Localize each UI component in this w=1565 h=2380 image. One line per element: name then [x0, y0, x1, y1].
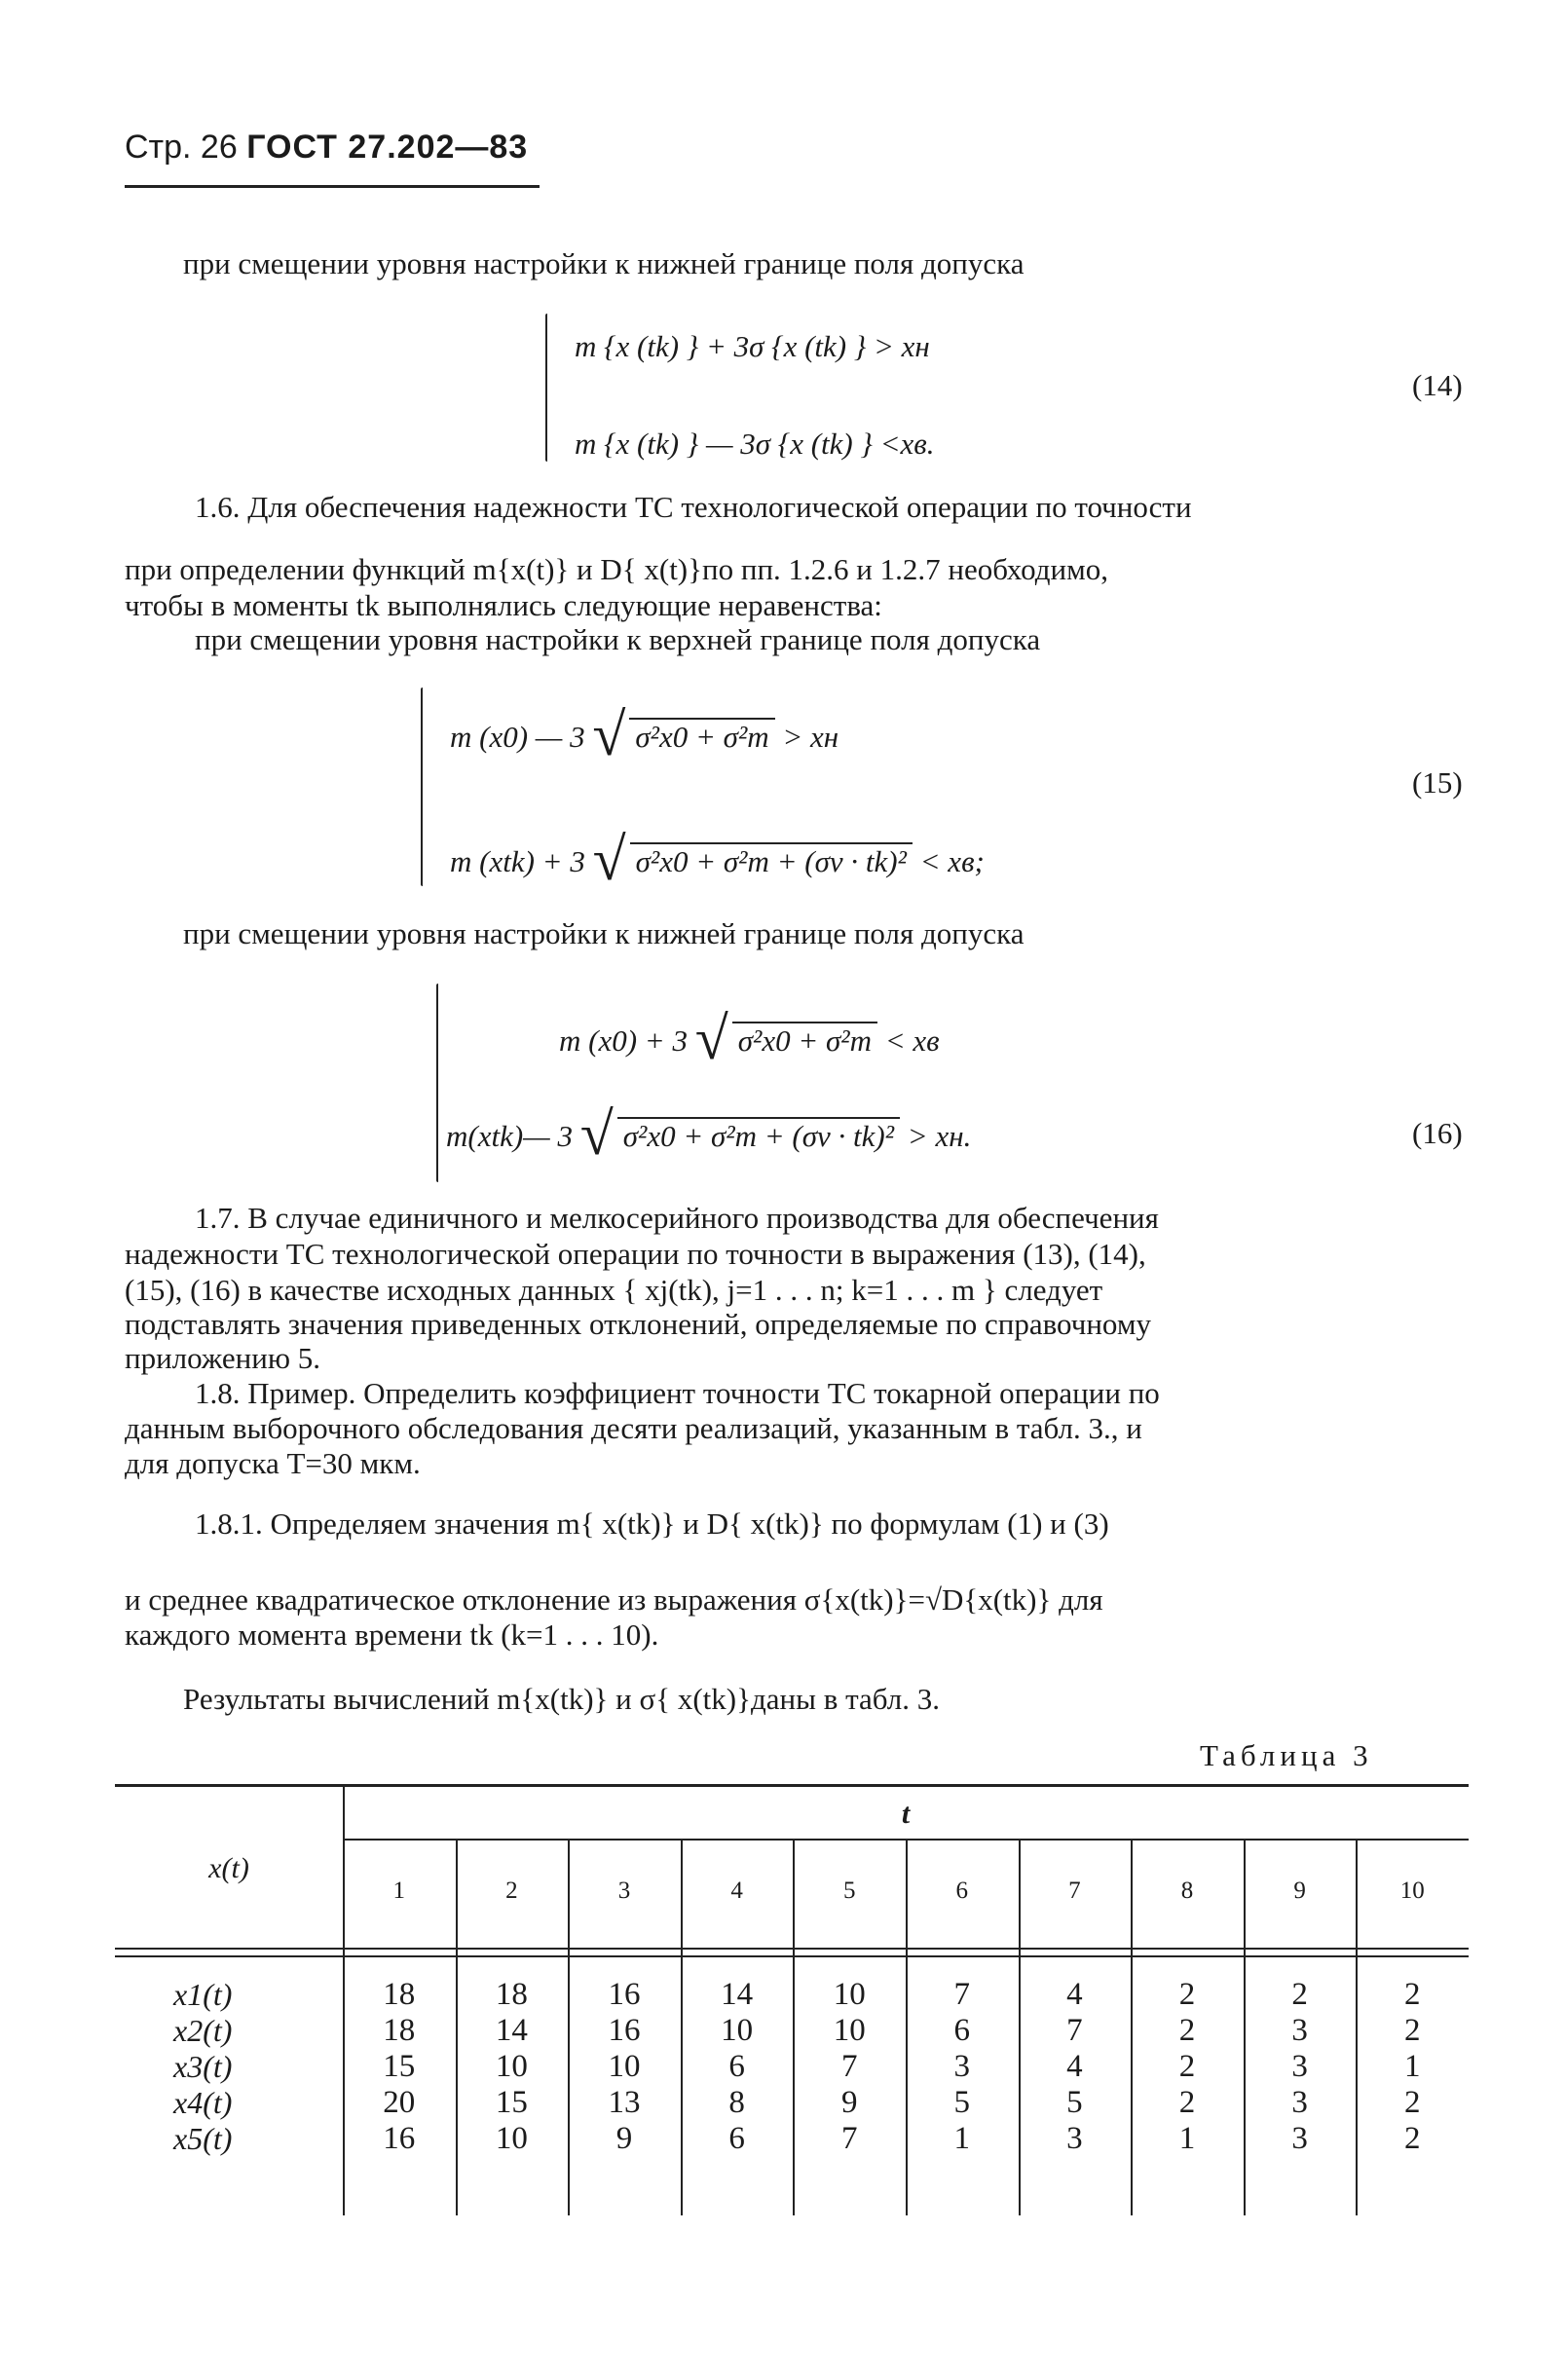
- table-cell: 18: [383, 1977, 416, 2012]
- table-cell: 7: [1066, 2013, 1083, 2048]
- table-group-header: t: [901, 1798, 911, 1830]
- table-cell: 4: [1066, 1977, 1083, 2012]
- sqrt-sign: √: [694, 1006, 728, 1072]
- table-cell: 3: [1291, 2121, 1308, 2156]
- sqrt-sign: √: [592, 827, 626, 893]
- table-cell: 3: [1066, 2121, 1083, 2156]
- eq15-line-a: [450, 701, 838, 770]
- eq15-brace: [421, 688, 423, 886]
- table-column-line: [456, 1841, 458, 2215]
- para-1-6-line-3: чтобы в моменты tk выполнялись следующие неравенства:: [125, 588, 882, 622]
- table-cell: 2: [1178, 1977, 1196, 2012]
- table-column-header: 8: [1180, 1878, 1194, 1904]
- table-row-label: x1(t): [173, 1977, 233, 2012]
- table-header-rule: [115, 1948, 1469, 1957]
- eq14-number: (14): [1412, 368, 1463, 402]
- table-cell: 10: [833, 2013, 866, 2048]
- table-cell: 18: [495, 1977, 528, 2012]
- eq16-b-right: > xн.: [907, 1119, 972, 1153]
- table-column-line: [1131, 1841, 1133, 2215]
- table-cell: 18: [383, 2013, 416, 2048]
- eq15-number: (15): [1412, 765, 1463, 800]
- para-1-8-line-3: для допуска T=30 мкм.: [125, 1446, 421, 1480]
- results-text: Результаты вычислений m{x(tk)} и σ{ x(tk)}даны в табл. 3.: [183, 1682, 940, 1716]
- table-cell: 10: [495, 2049, 528, 2084]
- eq14-line-a: m {x (tk) } + 3σ {x (tk) } > xн: [575, 329, 930, 363]
- table-column-line: [681, 1841, 683, 2215]
- table-column-line: [793, 1841, 795, 2215]
- eq14-brace: [545, 314, 547, 462]
- header-rule: [125, 185, 540, 188]
- table-cell: 2: [1291, 1977, 1308, 2012]
- table-cell: 10: [495, 2121, 528, 2156]
- upper-shift-text: при смещении уровня настройки к верхней границе поля допуска: [195, 622, 1041, 656]
- table-cell: 7: [840, 2121, 858, 2156]
- table-row-label: x5(t): [173, 2121, 233, 2156]
- eq15-a-left: m (x0) — 3: [450, 720, 585, 754]
- table-cell: 2: [1403, 2121, 1421, 2156]
- sqrt-sign: √: [579, 1101, 614, 1168]
- table-top-rule: [115, 1784, 1469, 1787]
- table-cell: 1: [1403, 2049, 1421, 2084]
- table-cell: 2: [1178, 2049, 1196, 2084]
- table-column-line: [1244, 1841, 1246, 2215]
- table-cell: 10: [721, 2013, 754, 2048]
- table-column-line: [906, 1841, 908, 2215]
- para-1-7-line-5: приложению 5.: [125, 1341, 320, 1375]
- table-cell: 3: [953, 2049, 971, 2084]
- table-cell: 7: [953, 1977, 971, 2012]
- eq16-a-left: m (x0) + 3: [559, 1023, 688, 1058]
- table-cell: 6: [728, 2121, 745, 2156]
- eq16-number: (16): [1412, 1116, 1463, 1150]
- table-cell: 2: [1403, 2013, 1421, 2048]
- table-cell: 3: [1291, 2049, 1308, 2084]
- table-cell: 3: [1291, 2085, 1308, 2120]
- eq16-a-radicand: σ²x0 + σ²m: [732, 1022, 877, 1059]
- table-column-line: [568, 1841, 570, 2215]
- table-column-header: 2: [505, 1878, 518, 1904]
- table-cell: 4: [1066, 2049, 1083, 2084]
- eq16-line-b: [446, 1100, 971, 1170]
- table-cell: 20: [383, 2085, 416, 2120]
- para-1-7-line-1: 1.7. В случае единичного и мелкосерийного производства для обеспечения: [195, 1201, 1159, 1235]
- eq15-a-radicand: σ²x0 + σ²m: [629, 718, 774, 755]
- table-cell: 2: [1403, 1977, 1421, 2012]
- eq15-line-b: [450, 826, 985, 895]
- para-1-6-line-2: при определении функций m{x(t)} и D{ x(t)}по пп. 1.2.6 и 1.2.7 необходимо,: [125, 552, 1108, 586]
- para-1-8-line-2: данным выборочного обследования десяти реализаций, указанным в табл. 3., и: [125, 1411, 1142, 1445]
- table-cell: 9: [615, 2121, 633, 2156]
- table-caption: Таблица 3: [1200, 1738, 1373, 1772]
- table-cell: 2: [1178, 2085, 1196, 2120]
- table-cell: 5: [953, 2085, 971, 2120]
- eq15-b-left: m (xtk) + 3: [450, 844, 585, 878]
- para-1-8-1-line-3: каждого момента времени tk (k=1 . . . 10).: [125, 1618, 659, 1652]
- table-cell: 8: [728, 2085, 745, 2120]
- table-column-header: 10: [1399, 1878, 1425, 1904]
- para-1-8-line-1: 1.8. Пример. Определить коэффициент точности ТС токарной операции по: [195, 1376, 1160, 1410]
- table-column-header: 7: [1068, 1878, 1081, 1904]
- eq16-a-right: < xв: [884, 1023, 940, 1058]
- lower-shift-text-2: при смещении уровня настройки к нижней границе поля допуска: [183, 916, 1025, 950]
- table-cell: 3: [1291, 2013, 1308, 2048]
- table-cell: 2: [1178, 2013, 1196, 2048]
- table-column-line: [1356, 1841, 1358, 2215]
- table-cell: 13: [608, 2085, 641, 2120]
- eq16-b-radicand: σ²x0 + σ²m + (σv · tk)²: [617, 1117, 900, 1154]
- table-cell: 1: [1178, 2121, 1196, 2156]
- page-header: [125, 129, 528, 167]
- para-1-7-line-3: (15), (16) в качестве исходных данных { xj(tk), j=1 . . . n; k=1 . . . m } следует: [125, 1273, 1103, 1307]
- table-cell: 6: [953, 2013, 971, 2048]
- table-column-header: 3: [617, 1878, 631, 1904]
- eq14-line-b: m {x (tk) } — 3σ {x (tk) } <xв.: [575, 427, 935, 461]
- eq15-a-right: > xн: [782, 720, 839, 754]
- eq16-brace: [436, 984, 438, 1182]
- table-cell: 16: [383, 2121, 416, 2156]
- para-1-7-line-4: подставлять значения приведенных отклонений, определяемые по справочному: [125, 1307, 1151, 1341]
- table-cell: 14: [721, 1977, 754, 2012]
- table-cell: 14: [495, 2013, 528, 2048]
- standard-code: ГОСТ 27.202—83: [246, 129, 529, 166]
- table-cell: 7: [840, 2049, 858, 2084]
- table-column-header: 6: [955, 1878, 969, 1904]
- para-1-8-1-line-2: и среднее квадратическое отклонение из выражения σ{x(tk)}=√D{x(tk)} для: [125, 1582, 1103, 1617]
- table-cell: 15: [383, 2049, 416, 2084]
- table-row-header: x(t): [208, 1852, 249, 1884]
- page-number: Стр. 26: [125, 129, 238, 166]
- sqrt-sign: √: [592, 702, 626, 768]
- table-cell: 9: [840, 2085, 858, 2120]
- para-1-7-line-2: надежности ТС технологической операции по точности в выражения (13), (14),: [125, 1237, 1146, 1271]
- table-row-label: x3(t): [173, 2049, 233, 2084]
- table-cell: 10: [608, 2049, 641, 2084]
- table-column-header: 1: [392, 1878, 406, 1904]
- table-label-divider: [343, 1787, 345, 2215]
- eq16-line-a: [559, 1005, 940, 1074]
- eq15-b-radicand: σ²x0 + σ²m + (σv · tk)²: [630, 842, 913, 879]
- table-row-label: x4(t): [173, 2085, 233, 2120]
- table-column-line: [1019, 1841, 1021, 2215]
- table-column-header: 4: [730, 1878, 743, 1904]
- table-cell: 5: [1066, 2085, 1083, 2120]
- table-column-header: 9: [1293, 1878, 1306, 1904]
- table-cell: 16: [608, 1977, 641, 2012]
- lower-shift-text-1: при смещении уровня настройки к нижней границе поля допуска: [183, 246, 1025, 280]
- para-1-6-line-1: 1.6. Для обеспечения надежности ТС технологической операции по точности: [195, 490, 1192, 524]
- table-cell: 1: [953, 2121, 971, 2156]
- table-cell: 2: [1403, 2085, 1421, 2120]
- table-cell: 10: [833, 1977, 866, 2012]
- eq16-b-left: m(xtk)— 3: [446, 1119, 573, 1153]
- table-column-header: 5: [842, 1878, 856, 1904]
- table-cell: 15: [495, 2085, 528, 2120]
- eq15-b-right: < xв;: [919, 844, 985, 878]
- table-row-label: x2(t): [173, 2013, 233, 2048]
- para-1-8-1-line-1: 1.8.1. Определяем значения m{ x(tk)} и D{ x(tk)} по формулам (1) и (3): [195, 1506, 1109, 1541]
- table-cell: 16: [608, 2013, 641, 2048]
- table-cell: 6: [728, 2049, 745, 2084]
